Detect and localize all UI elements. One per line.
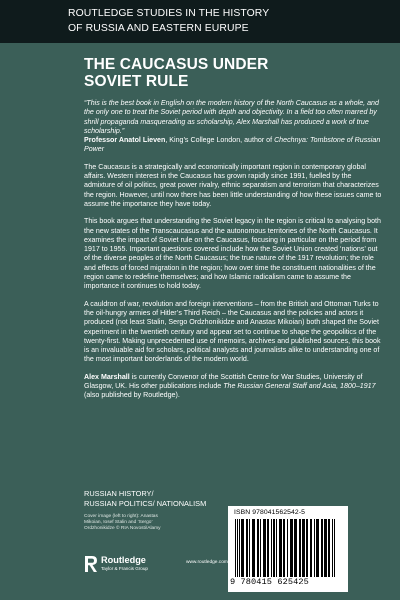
barcode-bar [306,519,308,577]
barcode-bar [334,519,335,577]
barcode-bar [302,519,305,577]
book-title-line-1: THE CAUCASUS UNDER [84,56,269,73]
series-title-line-2: OF RUSSIA AND EASTERN EURUPE [68,23,249,34]
book-title-line-2: SOVIET RULE [84,73,189,90]
barcode-digits: 9 780415 625425 [230,577,309,587]
barcode-bar [316,519,319,577]
barcode-bar [246,519,248,577]
barcode-bar [271,519,272,577]
endorser-work: Chechnya: Tombstone of Russian Power [84,136,381,154]
barcode-bar [314,519,315,577]
author-bio-end: (also published by Routledge). [84,391,180,400]
barcode-bar [299,519,301,577]
barcode-bar [257,519,259,577]
cover-text-block [84,56,384,409]
barcode-bar [310,519,312,577]
author-bio [84,373,384,401]
endorsement-attribution [84,136,384,155]
publisher-name: Routledge [101,555,146,565]
barcode-bar [273,519,275,577]
author-other-work: The Russian General Staff and Asia, 1800–1917 [223,382,376,391]
barcode-bar [332,519,333,577]
barcode-bar [287,519,288,577]
book-title [84,56,384,90]
publisher-website: www.routledge.com [186,560,228,565]
barcode-bar [239,519,240,577]
barcode-bar [324,519,327,577]
barcode-bar [235,519,236,577]
barcode-bar [276,519,277,577]
cover-image-credit: Cover image (left to right): Anastas Mikoian, Iosef Stalin and ‘Sergo’ Ordzhonikidze © RIA Novosti/Alamy [84,514,161,531]
barcode-bar [241,519,244,577]
barcode-bar [249,519,250,577]
barcode-bar [263,519,266,577]
barcode-bar [237,519,238,577]
barcode-bar [328,519,330,577]
blurb-paragraph-2: This book argues that understanding the Soviet legacy in the region is critical to analysing both the new states of the Transcaucasus and the autonomous territories of the North Caucasus. It examines the impact of Soviet rule on the Caucasus, focusing in particular on the period from 1917 to 1955. Important questions covered include how the Soviet Union created ‘nations’ out of the diverse peoples of the North Caucasus; the true nature of the 1917 revolution; the role and effects of forced migration in the region; how over time the constituent nationalities of the region came to redefine themselves; and how Islamic radicalism came to assume the importance it continues to hold today. [84,217,381,291]
author-name: Alex Marshall [84,372,130,381]
publisher-imprint: an informa business [300,583,343,588]
blurb-paragraph-3: A cauldron of war, revolution and foreign interventions – from the British and Ottoman Turks to the oil-hungry armies of Hitler’s Third Reich – the Caucasus and the policies and actors it produced (not least Stalin, Sergo Ordzhonikidze and Anastas Mikoian) both shaped the Soviet experiment in the twentieth century and appear set to continue to shape the geopolitics of the twenty-first. Making unprecedented use of memoirs, archives and published sources, this book is an invaluable aid for scholars, political analysts and journalists alike to understanding one of the most important borderlands of the modern world. [84,299,381,364]
barcode-bars [234,519,342,577]
blurb-paragraph-1: The Caucasus is a strategically and economically important region in contemporary global affairs. Western interest in the Caucasus has grown rapidly since 1991, fuelled by the admixture of oil politics, great power rivalry, ethnic separatism and terrorism that characterizes the region. However, until now there has been little understanding of how these issues came to assume the importance they have today. [84,162,382,208]
barcode-bar [321,519,323,577]
barcode-bar [279,519,282,577]
subject-line-1: RUSSIAN HISTORY/ [84,489,154,498]
series-title-line-1: ROUTLEDGE STUDIES IN THE HISTORY [68,8,270,19]
endorsement-quote: “This is the best book in English on the modern history of the North Caucasus as a whole, and the only one to treat the Soviet period with depth and objectivity. In a field too often marred by shrill propaganda masquerading as scholarship, Alex Marshall has produced a work of true scholarship.” [84,99,379,135]
barcode-bar [267,519,269,577]
barcode-bar [294,519,297,577]
endorser-affiliation: , King’s College London, author of [165,136,275,145]
barcode-bar [283,519,285,577]
isbn-label: ISBN 978041562542-5 [234,509,306,516]
subject-line-2: RUSSIAN POLITICS/ NATIONALISM [84,499,207,508]
barcode-bar [290,519,293,577]
barcode-bar [252,519,255,577]
isbn-barcode [228,506,348,592]
routledge-logo-icon [84,555,98,573]
author-bio-text: is currently Convenor of the Scottish Centre for War Studies, University of Glasgow, UK. His other publications include [84,372,363,391]
barcode-bar [260,519,261,577]
series-band [0,0,400,43]
subject-categories [84,489,206,509]
publisher-group: Taylor & Francis Group [101,566,148,571]
endorser-name: Professor Anatol Lieven [84,136,166,145]
